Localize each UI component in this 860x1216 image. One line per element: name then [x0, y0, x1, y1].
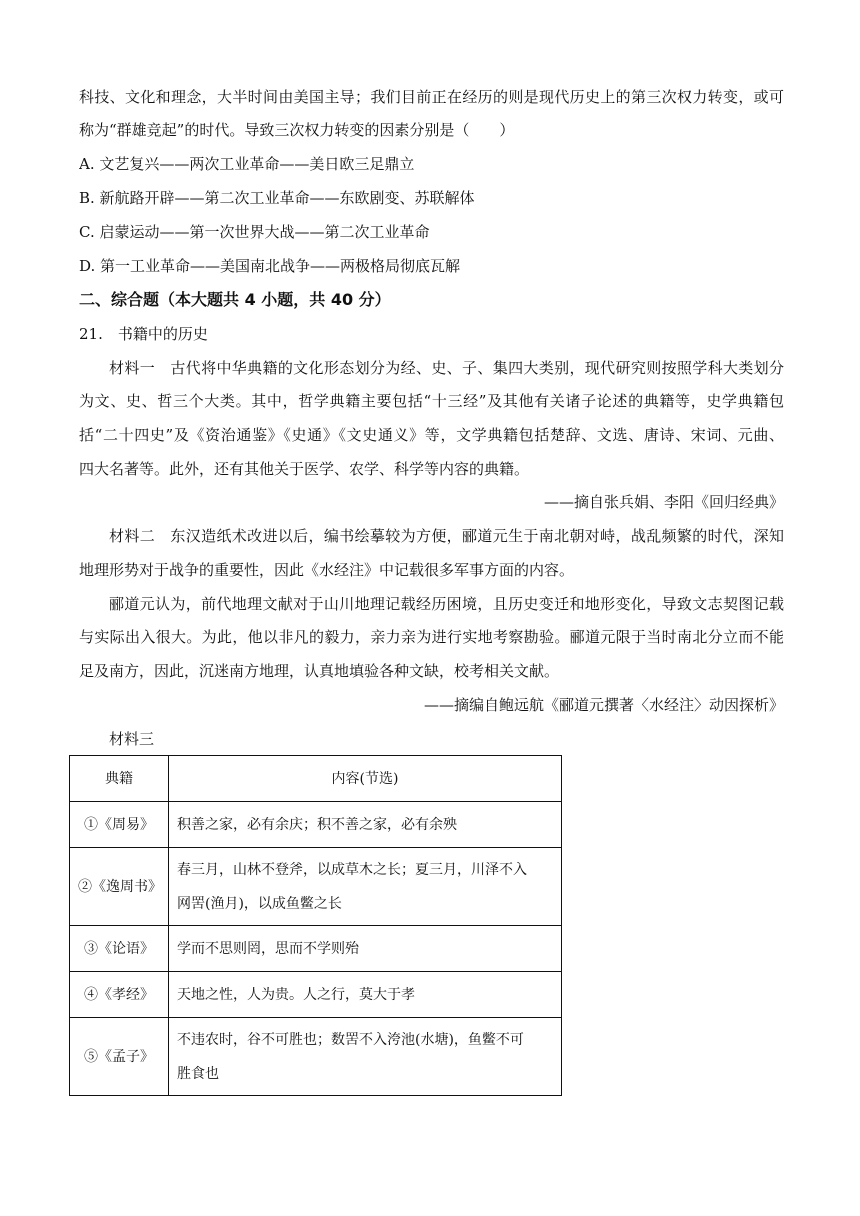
table-row	[70, 802, 562, 848]
table-cell-content: 天地之性，人为贵。人之行，莫大于孝	[169, 972, 562, 1018]
material-two-line: 足及南方，因此，沉迷南方地理，认真地填验各种文缺，校考相关文献。	[79, 662, 560, 680]
table-row	[70, 1018, 562, 1096]
table-row	[70, 926, 562, 972]
table-header-content: 内容(节选)	[169, 756, 562, 802]
table-row	[70, 848, 562, 926]
material-two-line: 与实际出入很大。为此，他以非凡的毅力，亲力亲为进行实地考察勘验。郦道元限于当时南北分立而不能	[79, 628, 784, 646]
material-three-label: 材料三	[109, 730, 155, 748]
option-d: D. 第一工业革命——美国南北战争——两极格局彻底瓦解	[79, 257, 461, 275]
material-two-line: 地理形势对于战争的重要性，因此《水经注》中记载很多军事方面的内容。	[79, 561, 575, 579]
option-b: B. 新航路开辟——第二次工业革命——东欧剧变、苏联解体	[79, 189, 475, 207]
table-cell-content	[169, 848, 562, 926]
table-cell-content-line: 不违农时，谷不可胜也；数罟不入洿池(水塘)，鱼鳖不可	[177, 1031, 524, 1048]
table-header-book: 典籍	[70, 756, 169, 802]
table-cell-content: 学而不思则罔，思而不学则殆	[169, 926, 562, 972]
question-text-line: 称为“群雄竞起”的时代。导致三次权力转变的因素分别是（ ）	[79, 121, 515, 139]
material-three-table	[69, 755, 562, 1096]
question-21-title: 21. 书籍中的历史	[79, 325, 208, 343]
material-one-line: 四大名著等。此外，还有其他关于医学、农学、科学等内容的典籍。	[79, 460, 530, 478]
material-two-line: 郦道元认为，前代地理文献对于山川地理记载经历困境，且历史变迁和地形变化，导致文志契图记载	[109, 595, 784, 613]
option-c: C. 启蒙运动——第一次世界大战——第二次工业革命	[79, 223, 430, 241]
table-cell-book: ④《孝经》	[70, 972, 169, 1018]
material-one-line: 括“二十四史”及《资治通鉴》《史通》《文史通义》等，文学典籍包括楚辞、文选、唐诗、宋词、元曲、	[79, 426, 784, 444]
table-cell-content-line: 胜食也	[177, 1065, 219, 1082]
option-a: A. 文艺复兴——两次工业革命——美日欧三足鼎立	[79, 155, 415, 173]
table-cell-book: ①《周易》	[70, 802, 169, 848]
table-cell-book: ③《论语》	[70, 926, 169, 972]
material-two-source: ——摘编自鲍远航《郦道元撰著〈水经注〉动因探析》	[423, 696, 784, 714]
table-cell-content	[169, 1018, 562, 1096]
table-cell-content: 积善之家，必有余庆；积不善之家，必有余殃	[169, 802, 562, 848]
table-header-row	[70, 756, 562, 802]
material-one-source: ——摘自张兵娟、李阳《回归经典》	[543, 493, 784, 511]
table-cell-book: ⑤《孟子》	[70, 1018, 169, 1096]
table-cell-book: ②《逸周书》	[70, 848, 169, 926]
material-two-line: 材料二 东汉造纸术改进以后，编书绘摹较为方便，郦道元生于南北朝对峙，战乱频繁的时代，深知	[109, 527, 784, 545]
table-cell-content-line: 网罟(渔月)，以成鱼鳖之长	[177, 895, 342, 912]
material-one-line: 为文、史、哲三个大类。其中，哲学典籍主要包括“十三经”及其他有关诸子论述的典籍等，史学典籍包	[79, 392, 784, 410]
table-cell-content-line: 春三月，山林不登斧，以成草木之长；夏三月，川泽不入	[177, 861, 527, 878]
question-text-line: 科技、文化和理念，大半时间由美国主导；我们目前正在经历的则是现代历史上的第三次权力转变，或可	[79, 88, 784, 106]
section-title: 二、综合题（本大题共 4 小题，共 40 分）	[79, 290, 391, 309]
table-row	[70, 972, 562, 1018]
material-one-line: 材料一 古代将中华典籍的文化形态划分为经、史、子、集四大类别，现代研究则按照学科大类划分	[109, 359, 784, 377]
